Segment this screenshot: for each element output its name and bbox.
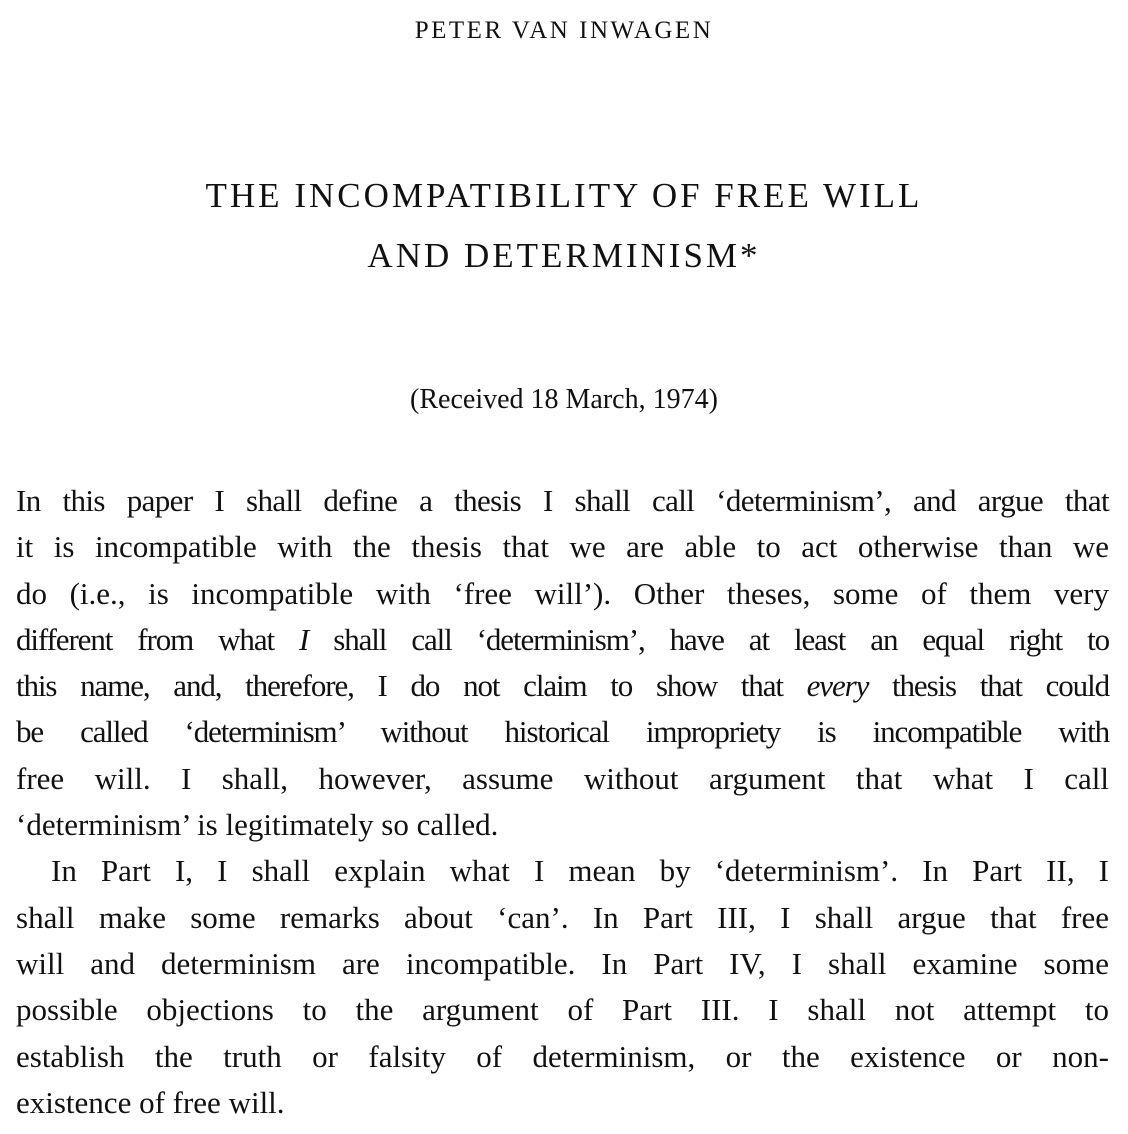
text-run: shall call ‘determinism’, have at least an equal right to [308,621,1109,657]
text-line: In this paper I shall define a thesis I shall call ‘determinism’, and argue that [16,483,1109,518]
emphasis-text: every [806,668,869,704]
text-run: thesis that could [868,668,1109,704]
article-title [0,166,1128,286]
text-line: existence of free will. [16,1084,285,1120]
text-line: ‘determinism’ is legitimately so called. [16,807,499,843]
text-line: shall make some remarks about ‘can’. In Part III, I shall argue that free [16,899,1109,935]
text-run: different from what [16,621,300,657]
paragraph-1 [16,478,1109,848]
received-date: (Received 18 March, 1974) [410,384,718,415]
text-line [16,617,1109,663]
paragraph-2 [16,848,1109,1126]
text-line: In Part I, I shall explain what I mean by ‘determinism’. In Part II, I [51,853,1109,889]
text-line [16,663,1109,709]
text-line: will and determinism are incompatible. In Part IV, I shall examine some [16,945,1109,981]
text-run: this name, and, therefore, I do not claim to show that [16,668,807,704]
text-line: establish the truth or falsity of determinism, or the existence or non- [16,1038,1109,1074]
running-header-author: PETER VAN INWAGEN [414,17,714,44]
emphasis-text: I [299,621,309,657]
body-text [16,478,1109,1126]
title-line-1: THE INCOMPATIBILITY OF FREE WILL [205,176,923,215]
text-line: be called ‘determinism’ without historical impropriety is incompatible with [16,714,1109,750]
text-line: free will. I shall, however, assume without argument that what I call [16,760,1109,796]
title-line-2: AND DETERMINISM* [367,236,761,275]
text-line: do (i.e., is incompatible with ‘free will’). Other theses, some of them very [16,575,1109,611]
text-line: it is incompatible with the thesis that we are able to act otherwise than we [16,529,1109,565]
text-line: possible objections to the argument of Part III. I shall not attempt to [16,992,1109,1028]
